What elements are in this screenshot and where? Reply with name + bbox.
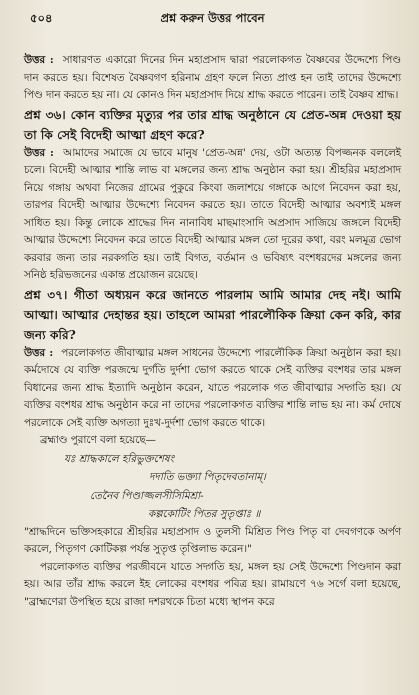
verse-line: যঃ শ্রাদ্ধকালে হরিভুক্তশেষং [64, 452, 175, 465]
verse-line: তেনৈব পিণ্ডাজ্জলসীসিমিশ্রা- [90, 489, 204, 502]
answer-35-tail [24, 52, 401, 105]
verse-intro: ব্রহ্মাণ্ড পুরাণে বলা হয়েছে— [40, 434, 156, 446]
answer-37 [24, 345, 401, 433]
answer-label: উত্তর : [24, 146, 54, 159]
question-37: প্রশ্ন ৩৭। গীতা অধ্যয়ন করে জানতে পারলাম আমি আমার দেহ নই। আমি আত্মা। আত্মার দেহান্তর হয়। তাহলে আমরা পারলৌকিক ক্রিয়া কেন করি, কার জন্য করি? [24, 287, 401, 342]
page-header [24, 8, 401, 26]
answer-label: উত্তর : [24, 54, 54, 66]
closing-paragraph: পরলোকগত ব্যক্তির পরজীবনে যাতে সদ্গতি হয়, মঙ্গল হয় সেই উদ্দেশ্যে পিণ্ডদান করা হয়। আর তাঁর শ্রাদ্ধ করলে ইহ লোকের বংশধর পবিত্র হয়। রামায়ণে ৭৬ সর্গে বলা হয়েছে, "ব্রাহ্মণেরা উপস্থিত হয়ে রাজা দশরথকে চিতা মধ্যে স্থাপন করে [24, 560, 401, 608]
running-title: প্রশ্ন করুন উত্তর পাবেন [160, 11, 265, 25]
question-36: প্রশ্ন ৩৬। কোন ব্যক্তির মৃত্যুর পর তার শ্রাদ্ধ অনুষ্ঠানে যে প্রেত-অন্ন দেওয়া হয় তা কি সেই বিদেহী আত্মা গ্রহণ করে? [24, 107, 401, 142]
page-number: ৫০৪ [30, 11, 53, 25]
verse-line: কল্পকোটিং পিতর সুতৃপ্তাঃ ॥ [148, 508, 261, 520]
page-body [24, 52, 401, 611]
answer-text: আমাদের সমাজে যে ভাবে মানুষ 'প্রেত-অন্ন' দেয়, ওটা অত্যন্ত বিপজ্জনক বললেই চলে। বিদেহী আত্মার শান্তি লাভ বা মঙ্গলের জন্য শ্রাদ্ধ অনুষ্ঠান করা হয়। শ্রীহরির মহাপ্রসাদ নিয়ে গঙ্গায় অথবা নিজের গ্রামের পুকুরে কিংবা জলাশয়ে গঙ্গাকে আগে নিবেদন করা হয়, তারপর বিদেহী আত্মার উদ্দেশ্যে নিবেদন করতে হয়। তাতে বিদেহী আত্মার অবশ্যই মঙ্গল সাধিত হয়। কিন্তু লোকে শ্রাদ্ধের দিন নানাবিধ মাছমাংসাদি অপ্রসাদ সাজিয়ে জঙ্গলে বিদেহী আত্মার উদ্দেশ্যে নিবেদন করে তাতে বিদেহী আত্মার মঙ্গল তো দূরের কথা, বরং মলমূত্র ভোগ করবার জন্য তার নরকগতি হয়। তাই বিগত, বর্তমান ও ভবিষ্যৎ বংশধরদের মঙ্গলের জন্য সনিষ্ঠ হরিভজনের একান্ত প্রয়োজন রয়েছে। [24, 146, 402, 281]
verse-translation: "শ্রাদ্ধদিনে ভক্তিসহকারে শ্রীহরির মহাপ্রসাদ ও তুলসী মিশ্রিত পিণ্ড পিতৃ বা দেবগণকে অর্পণ করলে, পিতৃগণ কোটিকল্প পর্যন্ত সুতৃপ্ত তৃপ্তিলাভ করেন।" [24, 525, 401, 555]
answer-label: উত্তর : [24, 346, 54, 359]
answer-text: সাধারণত একারো দিনের দিন মহাপ্রসাদ দ্বারা পরলোকগত বৈষ্ণবের উদ্দেশ্যে পিণ্ড দান করতে হয়। বিশেষত বৈষ্ণবগণ হরিনাম গ্রহণ ফলে নিত্য প্রাপ্ত হন তাই তাদের উদ্দেশ্যে পিণ্ড দান করতে হয় না। যে কোনও দিন মহাপ্রসাদ দিয়ে শ্রাদ্ধ করতে পারেন। তাই বৈষ্ণব শ্রাদ্ধ। [24, 54, 402, 101]
answer-36 [24, 145, 401, 285]
verse-line: দদাতি ভক্ত্যা পিতৃদেবতানাম্। [149, 471, 266, 483]
answer-text: পরলোকগত জীবাত্মার মঙ্গল সাধনের উদ্দেশ্যে পারলৌকিক ক্রিয়া অনুষ্ঠান করা হয়। কর্মদোষে যে ব্যক্তি পরজন্মে দুর্গতি দুর্দশা ভোগ করতে থাকে সেই ব্যক্তির বংশধর তার মঙ্গল বিধানের জন্য শ্রাদ্ধ ইত্যাদি অনুষ্ঠান করেন, যাতে পরলোক গত জীবাত্মার সদ্গতি হয়। যে ব্যক্তির বংশধর শ্রাদ্ধ অনুষ্ঠান করে না তাদের পরলোকগত ব্যক্তির শান্তি লাভ হয় না। কর্ম দোষে পরলোকে সেই ব্যক্তি অগত্যা দুঃখ-দুর্দশা ভোগ করতে থাকে। [24, 346, 401, 429]
sanskrit-verse [24, 450, 401, 524]
